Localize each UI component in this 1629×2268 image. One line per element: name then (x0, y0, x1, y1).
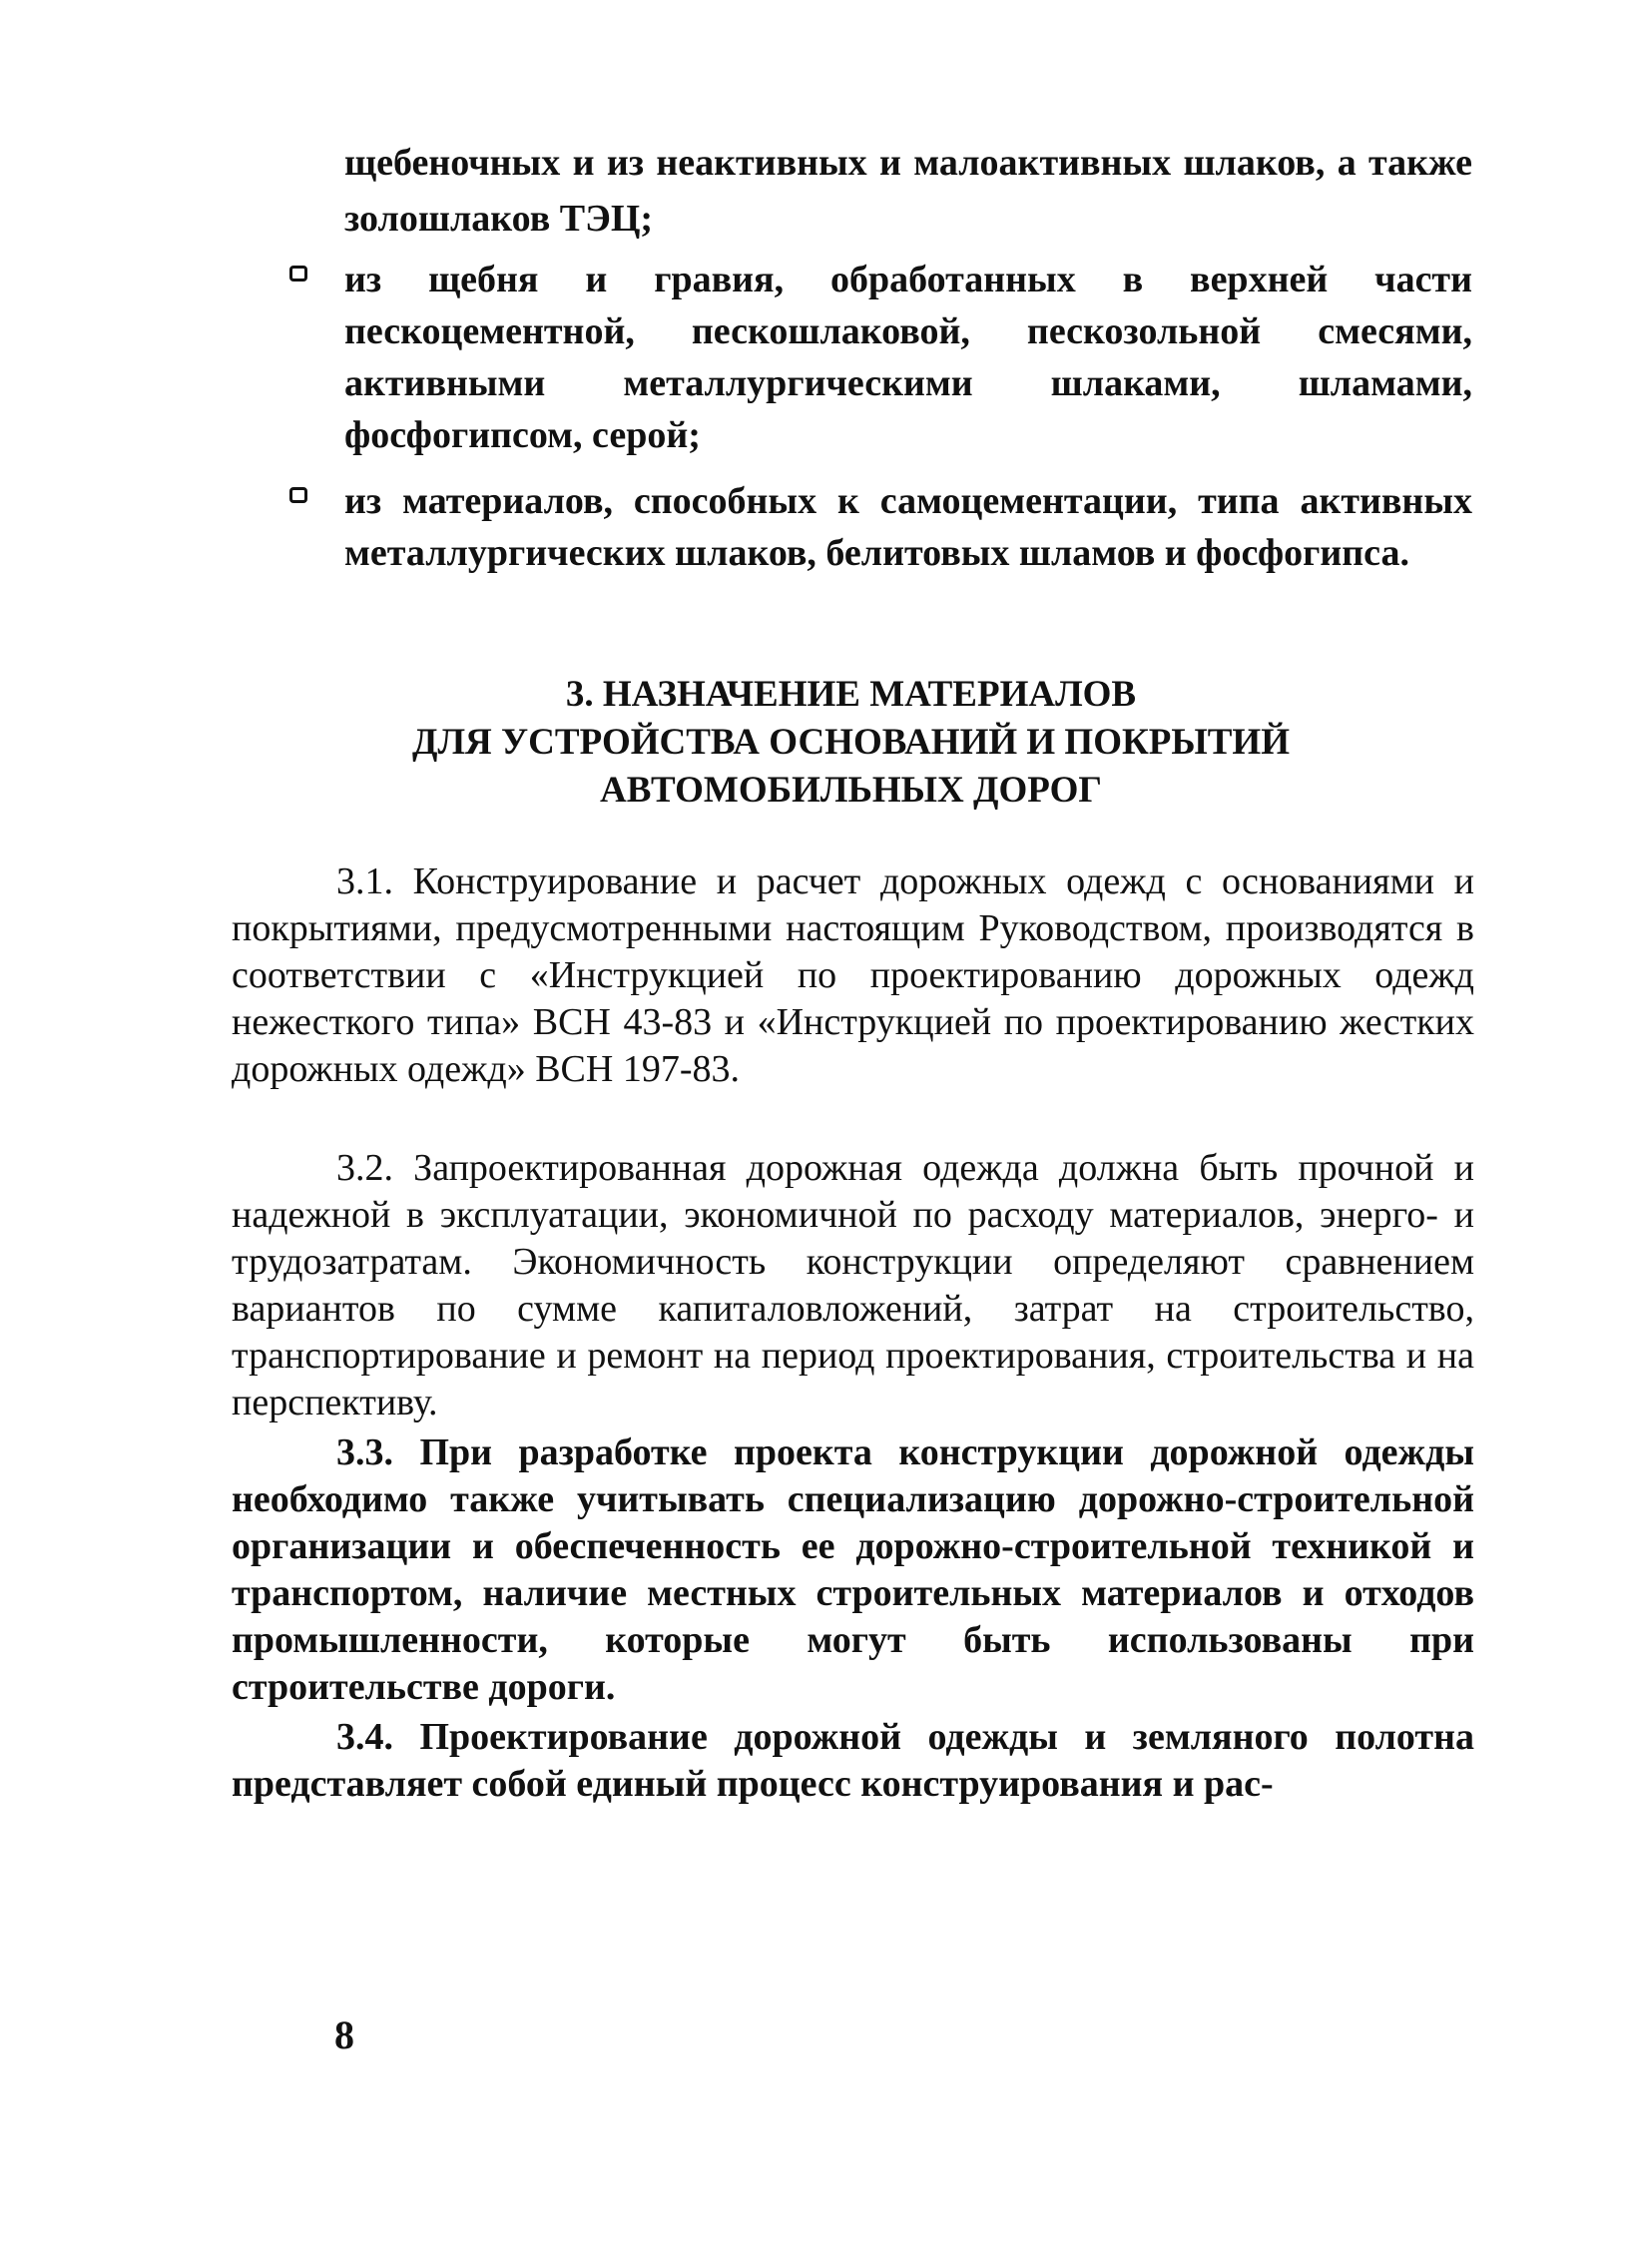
checkbox-bullet-icon (289, 487, 307, 503)
paragraph-3-1: 3.1. Конструирование и расчет дорожных одежд с основаниями и покрытиями, предусмотренными настоящим Руководством, производятся в соответствии с «Инструкцией по проектированию дорожных одежд нежесткого типа» ВСН 43-83 и «Инструкцией по проектированию жестких дорожных одежд» ВСН 197-83. (232, 860, 1474, 1090)
section-heading-line: 3. НАЗНАЧЕНИЕ МАТЕРИАЛОВ (565, 674, 1137, 715)
paragraph-3-4: 3.4. Проектирование дорожной одежды и земляного полотна представляет собой единый процесс конструирования и рас- (232, 1716, 1474, 1805)
checkbox-bullet-icon (289, 266, 307, 282)
list-item (289, 475, 1472, 579)
paragraph-3-3: 3.3. При разработке проекта конструкции дорожной одежды необходимо также учитывать специализацию дорожно-строительной организации и обеспеченность ее дорожно-строительной техникой и транспортом, наличие местных строительных материалов и отходов промышленности, которые могут быть использованы при строительстве дороги. (232, 1431, 1474, 1708)
list-item-text: из материалов, способных к самоцементации, типа активных металлургических шлаков, белитовых шламов и фосфогипса. (344, 480, 1472, 574)
list-item (289, 254, 1472, 461)
section-heading (230, 671, 1472, 815)
list-item-text: из щебня и гравия, обработанных в верхней части пескоцементной, пескошлаковой, пескозольной смесями, активными металлургическими шлаками, шламами, фосфогипсом, серой; (344, 259, 1472, 456)
continuation-text: щебеночных и из неактивных и малоактивных шлаков, а также золошлаков ТЭЦ; (344, 142, 1472, 240)
page-number: 8 (334, 2012, 354, 2057)
paragraph-3-2: 3.2. Запроектированная дорожная одежда должна быть прочной и надежной в эксплуатации, экономичной по расходу материалов, энерго- и трудозатратам. Экономичность конструкции определяют сравнением вариантов по сумме капиталовложений, затрат на строительство, транспортирование и ремонт на период проектирования, строительства и на перспективу. (232, 1147, 1474, 1423)
section-heading-line: АВТОМОБИЛЬНЫХ ДОРОГ (600, 770, 1102, 811)
section-heading-line: ДЛЯ УСТРОЙСТВА ОСНОВАНИЙ И ПОКРЫТИЙ (412, 722, 1290, 763)
